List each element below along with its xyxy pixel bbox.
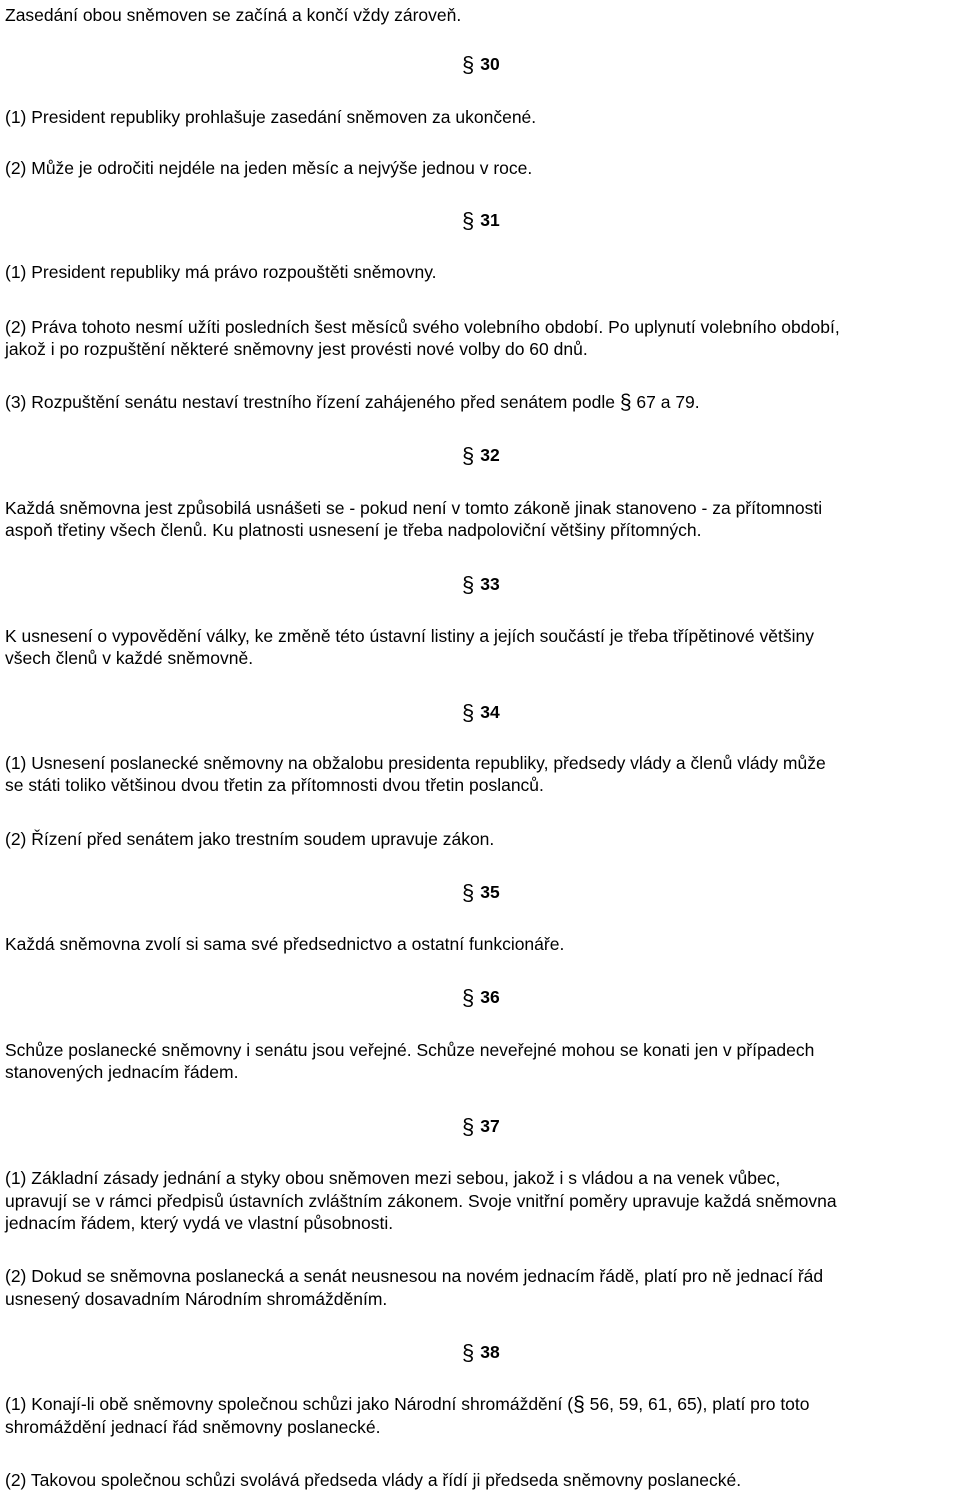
section-symbol: § bbox=[619, 391, 632, 414]
line-24: shromáždění jednací řád sněmovny poslanecké. bbox=[5, 1417, 381, 1437]
section-heading-34 bbox=[462, 701, 500, 724]
section-number: 31 bbox=[480, 210, 500, 230]
line-18: (1) Základní zásady jednání a styky obou sněmoven mezi sebou, jakož i s vládou a na venek vůbec, bbox=[5, 1168, 781, 1188]
section-symbol: § bbox=[462, 572, 475, 597]
section-heading-33 bbox=[462, 573, 500, 596]
section-symbol: § bbox=[462, 985, 475, 1010]
section-heading-32 bbox=[462, 444, 500, 467]
section-symbol: § bbox=[462, 880, 475, 905]
section-number: 30 bbox=[480, 54, 500, 74]
section-symbol: § bbox=[462, 700, 475, 725]
line-1: Zasedání obou sněmoven se začíná a končí vždy zároveň. bbox=[5, 5, 462, 25]
line-16: Schůze poslanecké sněmovny i senátu jsou veřejné. Schůze neveřejné mohou se konati jen v případech bbox=[5, 1040, 815, 1060]
line-10: K usnesení o vypovědění války, ke změně této ústavní listiny a jejích součástí je třeba třípětinové většiny bbox=[5, 626, 814, 646]
section-heading-38 bbox=[462, 1341, 500, 1364]
section-number: 37 bbox=[480, 1116, 500, 1136]
line-7-text-a: (3) Rozpuštění senátu nestaví trestního řízení zahájeného před senátem podle bbox=[5, 392, 615, 412]
line-8: Každá sněmovna jest způsobilá usnášeti se - pokud není v tomto zákoně jinak stanoveno - za přítomnosti bbox=[5, 498, 823, 518]
section-heading-37 bbox=[462, 1115, 500, 1138]
line-5: (2) Práva tohoto nesmí užíti posledních šest měsíců svého volebního období. Po uplynutí volebního období, bbox=[5, 317, 840, 337]
section-symbol: § bbox=[462, 1114, 475, 1139]
section-symbol: § bbox=[462, 208, 475, 233]
section-number: 32 bbox=[480, 445, 500, 465]
section-symbol: § bbox=[573, 1393, 585, 1416]
section-number: 34 bbox=[480, 702, 500, 722]
line-7 bbox=[5, 391, 700, 414]
section-number: 36 bbox=[480, 987, 500, 1007]
line-6: jakož i po rozpuštění některé sněmovny jest provésti nové volby do 60 dnů. bbox=[5, 339, 588, 359]
line-23-text-b: 56, 59, 61, 65), platí pro toto bbox=[589, 1394, 810, 1414]
line-4: (1) President republiky má právo rozpouštěti sněmovny. bbox=[5, 262, 437, 282]
line-9: aspoň třetiny všech členů. Ku platnosti usnesení je třeba nadpoloviční většiny přítomných. bbox=[5, 520, 702, 540]
line-3: (2) Může je odročiti nejdéle na jeden měsíc a nejvýše jednou v roce. bbox=[5, 158, 533, 178]
line-2: (1) President republiky prohlašuje zasedání sněmoven za ukončené. bbox=[5, 107, 537, 127]
section-number: 35 bbox=[480, 882, 500, 902]
line-17: stanovených jednacím řádem. bbox=[5, 1062, 239, 1082]
section-heading-31 bbox=[462, 209, 500, 232]
line-13: se státi toliko většinou dvou třetin za přítomnosti dvou třetin poslanců. bbox=[5, 775, 544, 795]
line-14: (2) Řízení před senátem jako trestním soudem upravuje zákon. bbox=[5, 829, 495, 849]
section-symbol: § bbox=[462, 443, 475, 468]
line-12: (1) Usnesení poslanecké sněmovny na obžalobu presidenta republiky, předsedy vlády a členů vlády může bbox=[5, 753, 826, 773]
line-23-text-a: (1) Konají-li obě sněmovny společnou schůzi jako Národní shromáždění ( bbox=[5, 1394, 574, 1414]
line-20: jednacím řádem, který vydá ve vlastní působnosti. bbox=[5, 1213, 394, 1233]
line-21: (2) Dokud se sněmovna poslanecká a senát neusnesou na novém jednacím řádě, platí pro ně jednací řád bbox=[5, 1266, 824, 1286]
line-22: usnesený dosavadním Národním shromážděním. bbox=[5, 1289, 388, 1309]
section-number: 38 bbox=[480, 1342, 500, 1362]
section-symbol: § bbox=[462, 1340, 475, 1365]
section-number: 33 bbox=[480, 574, 500, 594]
line-11: všech členů v každé sněmovně. bbox=[5, 648, 254, 668]
line-7-text-b: 67 a 79. bbox=[636, 392, 700, 412]
line-23 bbox=[5, 1393, 810, 1416]
section-heading-30 bbox=[462, 53, 500, 76]
line-15: Každá sněmovna zvolí si sama své předsednictvo a ostatní funkcionáře. bbox=[5, 934, 565, 954]
section-heading-36 bbox=[462, 986, 500, 1009]
section-symbol: § bbox=[462, 52, 475, 77]
line-25: (2) Takovou společnou schůzi svolává předseda vlády a řídí ji předseda sněmovny poslanecké. bbox=[5, 1470, 742, 1490]
section-heading-35 bbox=[462, 881, 500, 904]
line-19: upravují se v rámci předpisů ústavních zvláštním zákonem. Svoje vnitřní poměry upravuje každá sněmovna bbox=[5, 1191, 837, 1211]
